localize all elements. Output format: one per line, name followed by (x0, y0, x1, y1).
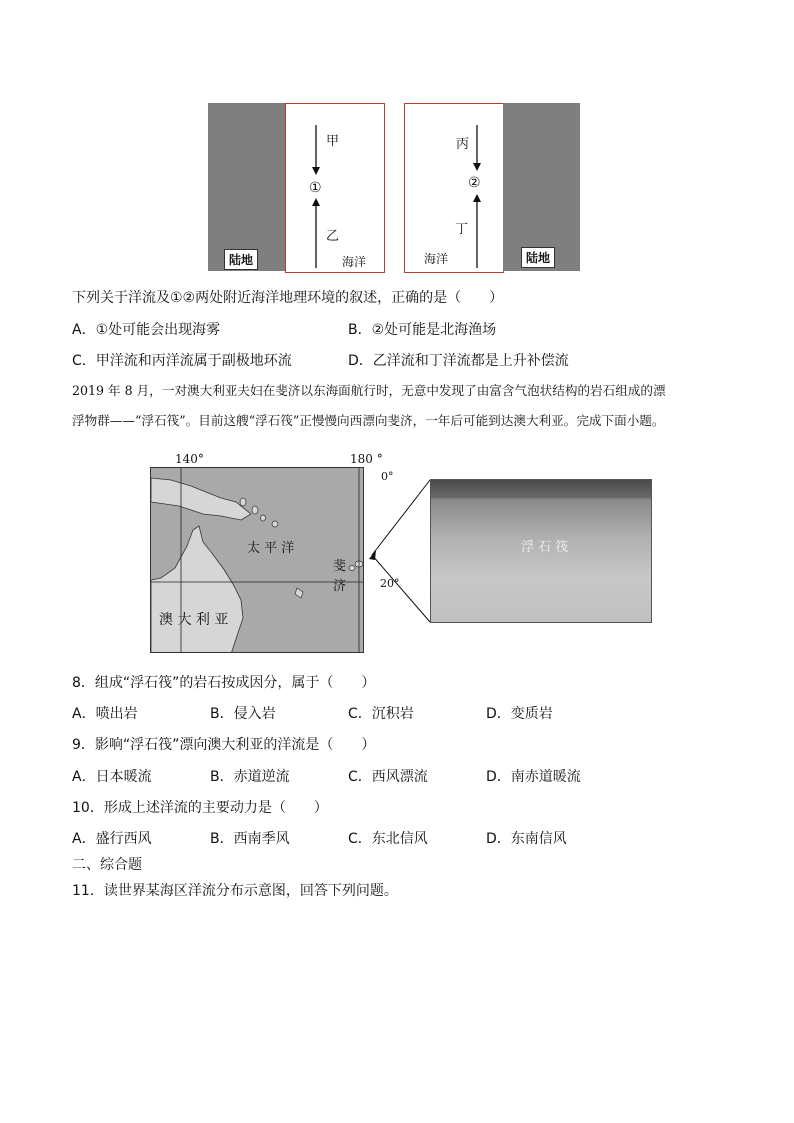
current-yi-label: 乙 (326, 229, 340, 244)
q9-option-b: B．赤道逆流 (210, 769, 290, 785)
pumice-raft-photo (430, 479, 652, 623)
lon-180-label: 180 ° (350, 452, 383, 466)
right-land-block (503, 103, 580, 271)
point-1-label: ① (309, 180, 322, 196)
lat-20-label: 20° (380, 577, 400, 590)
lat-0-label: 0° (381, 470, 394, 483)
point-2-label: ② (468, 175, 481, 191)
left-land-block (208, 103, 286, 271)
left-current-arrows (285, 103, 385, 273)
q10-option-c: C．东北信风 (348, 831, 428, 847)
fiji-label: 斐 济 (333, 559, 347, 594)
current-bing-label: 丙 (456, 137, 470, 152)
q7-stem: 下列关于洋流及①②两处附近海洋地理环境的叙述，正确的是（ ） (72, 290, 504, 306)
current-jia-label: 甲 (326, 134, 340, 149)
q7-option-a: A．①处可能会出现海雾 (72, 322, 221, 338)
q9-option-d: D．南赤道暖流 (486, 769, 581, 785)
right-current-arrows (404, 103, 504, 273)
q10-option-a: A．盛行西风 (72, 831, 152, 847)
q7-option-b: B．②处可能是北海渔场 (348, 322, 497, 338)
photo-sky (431, 480, 652, 498)
q9-option-c: C．西风漂流 (348, 769, 428, 785)
lon-140-label: 140° (175, 452, 204, 466)
section-2-heading: 二、综合题 (72, 857, 142, 873)
q11-stem: 11．读世界某海区洋流分布示意图，回答下列问题。 (72, 883, 398, 899)
q10-stem: 10．形成上述洋流的主要动力是（ ） (72, 800, 328, 816)
q7-option-c: C．甲洋流和丙洋流属于副极地环流 (72, 353, 292, 369)
australia-label: 澳 大 利 亚 (159, 612, 229, 628)
q10-option-d: D．东南信风 (486, 831, 567, 847)
current-ding-label: 丁 (455, 222, 469, 237)
passage-line-1: 2019 年 8 月，一对澳大利亚夫妇在斐济以东海面航行时，无意中发现了由富含气泡状结构的岩石组成的漂 (72, 383, 666, 398)
right-land-label: 陆地 (521, 247, 555, 268)
q7-option-d: D．乙洋流和丁洋流都是上升补偿流 (348, 353, 569, 369)
q9-option-a: A．日本暖流 (72, 769, 152, 785)
q8-stem: 8．组成“浮石筏”的岩石按成因分，属于（ ） (72, 675, 376, 691)
left-ocean-label: 海洋 (342, 255, 367, 269)
photo-connector-lines (360, 470, 440, 630)
q8-option-b: B．侵入岩 (210, 706, 276, 722)
right-ocean-label: 海洋 (424, 252, 449, 266)
pacific-map (150, 467, 364, 653)
q10-option-b: B．西南季风 (210, 831, 290, 847)
q8-option-a: A．喷出岩 (72, 706, 138, 722)
pumice-raft-label: 浮 石 筏 (521, 540, 569, 555)
q8-option-d: D．变质岩 (486, 706, 553, 722)
left-land-label: 陆地 (224, 249, 258, 270)
passage-line-2: 浮物群——“浮石筏”。目前这艘“浮石筏”正慢慢向西漂向斐济，一年后可能到达澳大利亚。完成下面小题。 (72, 413, 665, 428)
q9-stem: 9．影响“浮石筏”漂向澳大利亚的洋流是（ ） (72, 737, 376, 753)
q8-option-c: C．沉积岩 (348, 706, 414, 722)
pacific-ocean-label: 太 平 洋 (247, 541, 295, 556)
